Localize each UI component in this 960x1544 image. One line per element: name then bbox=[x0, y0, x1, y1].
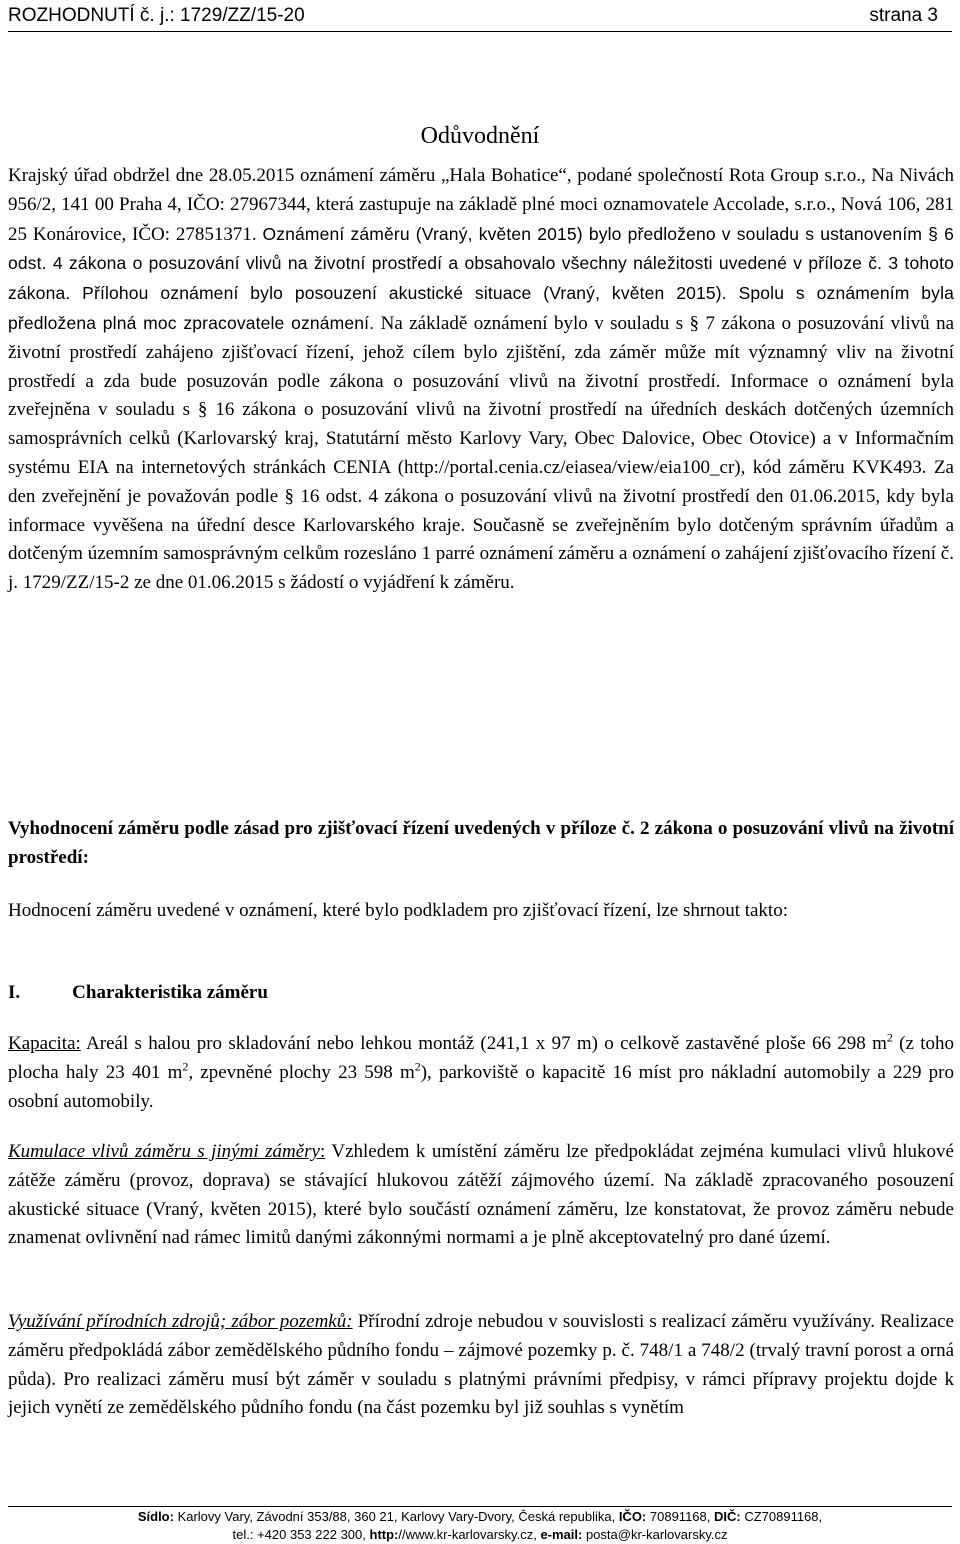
intro-sentence-procedure: Na základě oznámení bylo v souladu s § 7 zákona o posuzování vlivů na životní prostředí zahájeno zjišťovací řízení, jehož cílem bylo zjištění, zda záměr může mít významný vliv na životní prostředí a zda bude posuzován podle zákona o posuzování vlivů na životní prostředí. Informace o oznámení byla zveřejněna v souladu s § 16 zákona o posuzování vlivů na životní prostředí na úředních deskách dotčených územních samosprávních celků (Karlovarský kraj, Statutární město Karlovy Vary, Obec Dalovice, Obec Otovice) a v Informačním systému EIA na internetových stránkách CENIA (http://portal.cenia.cz/eiasea/view/eia100_cr), kód záměru KVK493. Za den zveřejnění je považován podle § 16 odst. 4 zákona o posuzování vlivů na životní prostředí den 01.06.2015, kdy byla informace vyvěšena na úřední desce Karlovarského kraje. Současně se zveřejněním bylo dotčeným správním úřadům a dotčeným územním samosprávným celkům rozesláno 1 parré oznámení záměru a oznámení o zahájení zjišťovacího řízení č. j. 1729/ZZ/15-2 ze dne 01.06.2015 s žádostí o vyjádření k záměru. bbox=[8, 312, 955, 594]
footer-value: +420 353 222 300, bbox=[253, 1527, 370, 1542]
evaluation-heading: Vyhodnocení záměru podle zásad pro zjišťovací řízení uvedených v příloze č. 2 zákona o posuzování vlivů na životní prostředí: bbox=[8, 818, 954, 868]
intro-paragraph bbox=[8, 162, 954, 598]
footer-address-line bbox=[0, 1508, 960, 1526]
capacity-paragraph bbox=[8, 1030, 954, 1116]
page-footer bbox=[0, 1508, 960, 1544]
cumulation-text: Vzhledem k umístění záměru lze předpokládat zejména kumulaci vlivů hlukové zátěže záměru (provoz, doprava) se stávající hlukovou zátěží zájmového území. Na základě zpracovaného posouzení akustické situace (Vraný, květen 2015), které bylo součástí oznámení záměru, lze konstatovat, že provoz záměru nebude znamenat ovlivnění nad rámec limitů danými zákonnými normami a je plně akceptovatelný pro dané území. bbox=[8, 1141, 954, 1249]
footer-key: Sídlo: bbox=[137, 1509, 174, 1524]
intro-sentence-receipt: Krajský úřad obdržel dne 28.05.2015 oznámení záměru „Hala Bohatice“, podané společností Rota Group s.r.o., Na Nivách 956/2, 141 00 Praha 4, IČO: 27967344, která zastupuje na základě plné moci oznamovatele Accolade, s.r.o., Nová 106, 281 25 Konárovice, IČO: 27851371. bbox=[8, 165, 954, 245]
page-number: strana 3 bbox=[869, 5, 938, 26]
superscript: 2 bbox=[414, 1059, 421, 1074]
footer-value: CZ70891168, bbox=[740, 1509, 823, 1524]
intro-sentence-notice: Oznámení záměru (Vraný, květen 2015) bylo předloženo v souladu s ustanovením § 6 odst. 4 zákona o posuzování vlivů na životní prostředí a obsahovalo všechny náležitosti uvedené v příloze č. 3 tohoto zákona. Přílohou oznámení bylo posouzení akustické situace (Vraný, květen 2015). Spolu s oznámením byla předložena plná moc zpracovatele oznámení. bbox=[8, 223, 954, 333]
evaluation-lead: Hodnocení záměru uvedené v oznámení, které bylo podkladem pro zjišťovací řízení, lze shrnout takto: bbox=[8, 900, 788, 921]
resources-paragraph bbox=[8, 1308, 954, 1423]
cumulation-label: Kumulace vlivů záměru s jinými záměry bbox=[8, 1141, 320, 1162]
header-divider bbox=[8, 31, 952, 32]
resources-text: Přírodní zdroje nebudou v souvislosti s realizací záměru využívány. Realizace záměru předpokládá zábor zemědělského půdního fondu – zájmové pozemky p. č. 748/1 a 748/2 (trvalý travní porost a orná půda). Pro realizaci záměru musí být záměr v souladu s platnými právními předpisy, v rámci přípravy projektu dojde k jejich vynětí ze zemědělského půdního fondu (na část pozemku byl již souhlas s vynětím bbox=[8, 1311, 954, 1419]
capacity-text: ), parkoviště o kapacitě 16 míst pro nákladní automobily a 229 pro osobní automobily. bbox=[8, 1061, 954, 1112]
footer-divider bbox=[8, 1506, 952, 1507]
section-heading bbox=[8, 979, 954, 1008]
page-title: Odůvodnění bbox=[420, 123, 540, 149]
footer-value: posta@kr-karlovarsky.cz bbox=[582, 1527, 728, 1542]
capacity-label: Kapacita: bbox=[8, 1033, 81, 1054]
superscript: 2 bbox=[182, 1059, 189, 1074]
footer-key: tel.: bbox=[232, 1527, 254, 1542]
footer-key: DIČ: bbox=[713, 1509, 741, 1524]
footer-contact-line bbox=[0, 1526, 960, 1544]
capacity-text: , zpevněné plochy 23 598 m bbox=[188, 1061, 415, 1083]
footer-key: e-mail: bbox=[540, 1527, 583, 1542]
cumulation-paragraph bbox=[8, 1138, 954, 1253]
footer-value: //www.kr-karlovarsky.cz, bbox=[398, 1527, 541, 1542]
footer-key: IČO: bbox=[618, 1509, 647, 1524]
footer-key: http: bbox=[369, 1527, 399, 1542]
cumulation-colon: : bbox=[319, 1141, 326, 1162]
section-title: Charakteristika záměru bbox=[72, 982, 268, 1003]
footer-value: Karlovy Vary, Závodní 353/88, 360 21, Karlovy Vary-Dvory, Česká republika, bbox=[173, 1509, 619, 1524]
section-number: I. bbox=[8, 982, 21, 1003]
capacity-text: Areál s halou pro skladování nebo lehkou montáž (241,1 x 97 m) o celkově zastavěné ploše 66 298 m bbox=[80, 1033, 887, 1054]
footer-value: 70891168, bbox=[646, 1509, 714, 1524]
capacity-text: (z toho plocha haly 23 401 m bbox=[8, 1033, 954, 1083]
superscript: 2 bbox=[886, 1030, 893, 1045]
decision-reference: ROZHODNUTÍ č. j.: 1729/ZZ/15-20 bbox=[8, 5, 305, 26]
page-header bbox=[8, 4, 938, 30]
resources-label: Využívání přírodních zdrojů; zábor pozemků: bbox=[8, 1311, 353, 1332]
